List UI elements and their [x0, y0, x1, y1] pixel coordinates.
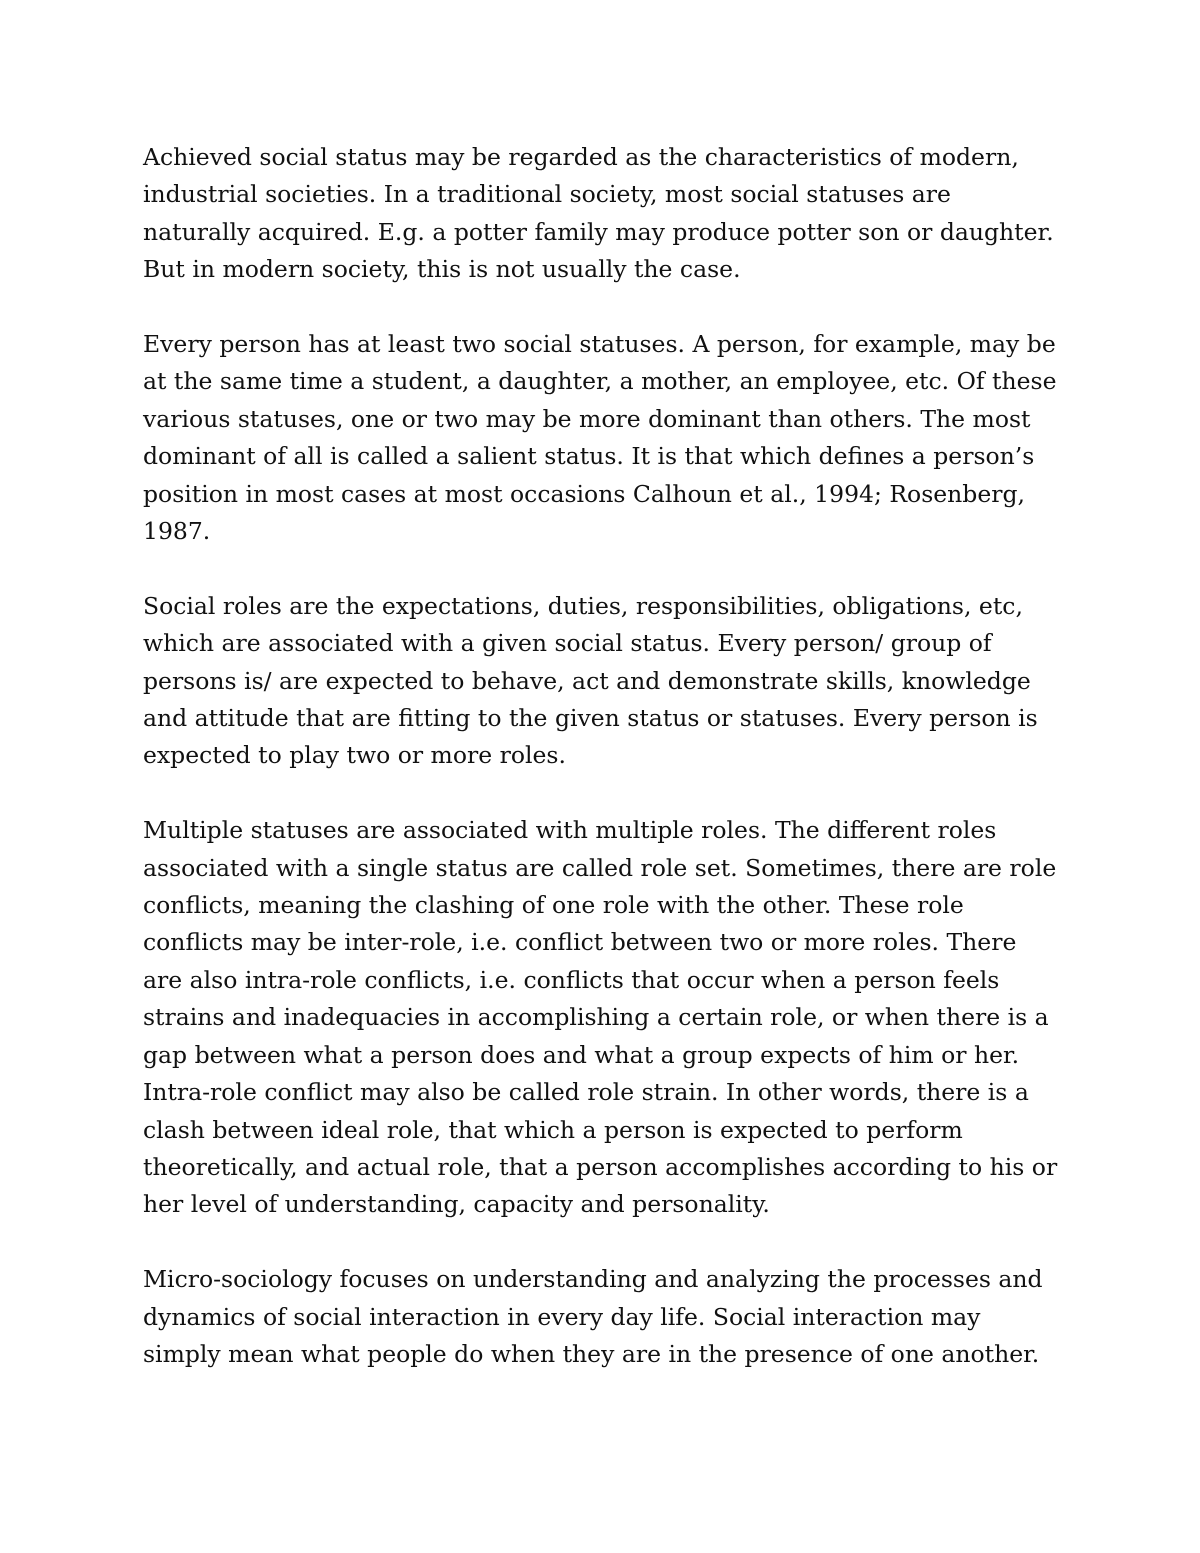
- text-line: her level of understanding, capacity and personality.: [143, 1190, 770, 1219]
- text-line: conflicts, meaning the clashing of one role with the other. These role: [143, 891, 964, 920]
- text-line: Achieved social status may be regarded as the characteristics of modern,: [143, 143, 1019, 171]
- text-line: dynamics of social interaction in every day life. Social interaction may: [143, 1302, 981, 1331]
- paragraph-micro-sociology: [143, 1261, 1073, 1373]
- text-line: which are associated with a given social status. Every person/ group of: [143, 629, 992, 658]
- text-line: naturally acquired. E.g. a potter family may produce potter son or daughter.: [143, 217, 1054, 246]
- text-line: Intra-role conflict may also be called role strain. In other words, there is a: [143, 1078, 1029, 1107]
- text-line: are also intra-role conflicts, i.e. conflicts that occur when a person feels: [143, 965, 1000, 994]
- text-line: associated with a single status are called role set. Sometimes, there are role: [143, 853, 1057, 882]
- text-line: industrial societies. In a traditional society, most social statuses are: [143, 180, 951, 209]
- text-line: conflicts may be inter-role, i.e. conflict between two or more roles. There: [143, 928, 1017, 957]
- text-line: dominant of all is called a salient status. It is that which defines a person’s: [143, 442, 1035, 471]
- text-line: position in most cases at most occasions Calhoun et al., 1994; Rosenberg,: [143, 479, 1025, 508]
- paragraph-multiple-statuses: [143, 326, 1073, 550]
- text-line: expected to play two or more roles.: [143, 741, 566, 770]
- text-line: strains and inadequacies in accomplishing a certain role, or when there is a: [143, 1003, 1049, 1032]
- paragraph-role-conflicts: [143, 812, 1073, 1223]
- text-line: at the same time a student, a daughter, a mother, an employee, etc. Of these: [143, 367, 1057, 396]
- text-line: Micro-sociology focuses on understanding and analyzing the processes and: [143, 1265, 1043, 1294]
- paragraph-social-roles: [143, 588, 1073, 775]
- text-line: But in modern society, this is not usually the case.: [143, 255, 741, 284]
- text-line: gap between what a person does and what a group expects of him or her.: [143, 1040, 1020, 1069]
- text-line: clash between ideal role, that which a person is expected to perform: [143, 1115, 963, 1144]
- text-line: various statuses, one or two may be more dominant than others. The most: [143, 404, 1031, 433]
- document-body: [143, 139, 1073, 1411]
- text-line: and attitude that are fitting to the given status or statuses. Every person is: [143, 704, 1038, 733]
- text-line: Multiple statuses are associated with multiple roles. The different roles: [143, 816, 997, 845]
- text-line: 1987.: [143, 517, 211, 546]
- text-line: Social roles are the expectations, duties, responsibilities, obligations, etc,: [143, 591, 1023, 620]
- text-line: Every person has at least two social statuses. A person, for example, may be: [143, 330, 1056, 359]
- text-line: simply mean what people do when they are in the presence of one another.: [143, 1339, 1040, 1368]
- paragraph-achieved-status: [143, 139, 1073, 289]
- text-line: persons is/ are expected to behave, act and demonstrate skills, knowledge: [143, 666, 1031, 695]
- text-line: theoretically, and actual role, that a person accomplishes according to his or: [143, 1152, 1058, 1181]
